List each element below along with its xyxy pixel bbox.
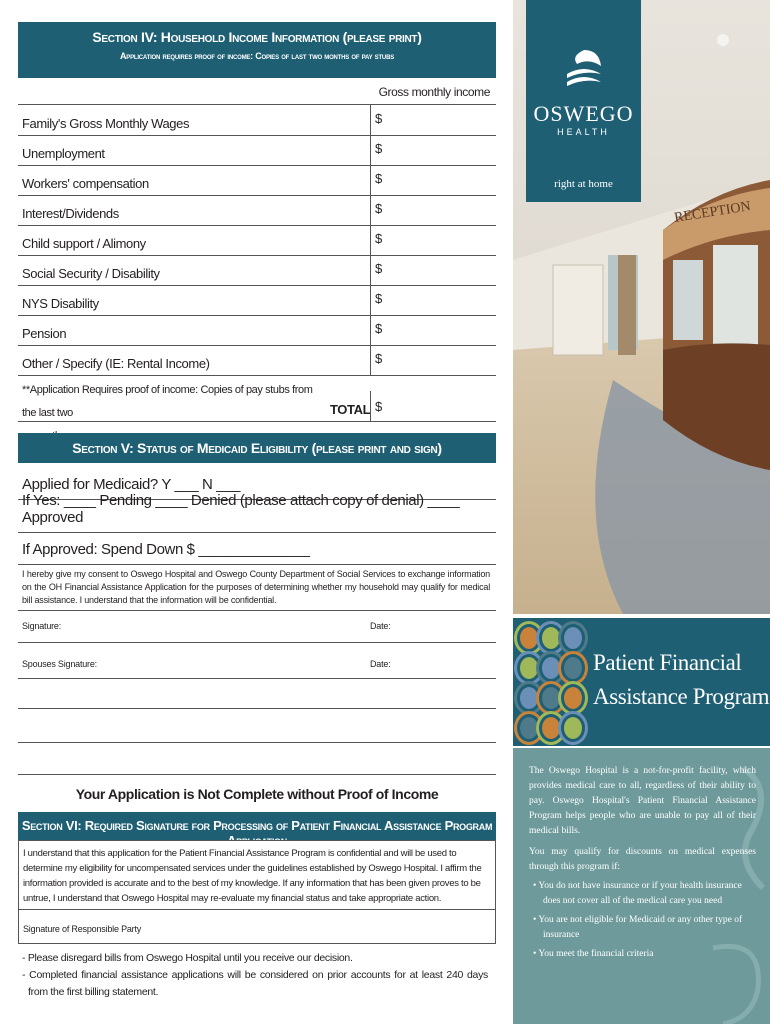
program-title-line2: Assistance Program [593,684,770,709]
income-row [18,345,496,376]
section4-subtitle: Application requires proof of income: Copies of last two months of pay stubs [119,51,395,61]
program-title [593,646,769,714]
oswego-logo [526,0,641,202]
income-note-line1: **Application Requires proof of income: Copies of pay stubs from the last two [22,384,313,419]
program-bullet [529,947,756,962]
wave-logo-icon [559,44,609,94]
bullet-icon: • [533,915,539,925]
signature-row[interactable] [18,610,496,643]
income-amount-field[interactable]: $ [370,225,382,255]
income-row-label: Pension [22,326,67,341]
income-row [18,255,496,286]
income-column-header: Gross monthly income [378,85,490,99]
spouse-signature-label: Spouses Signature: [22,659,97,669]
section4-header [18,22,496,78]
pattern-dot [561,624,585,652]
income-column-header-row [18,78,496,105]
income-row-label: Unemployment [22,146,105,161]
consent-row [18,564,496,611]
income-row-label: NYS Disability [22,296,99,311]
section4-title: Section IV: Household Income Information (please print) [92,29,422,45]
income-row-label: Other / Specify (IE: Rental Income) [22,356,210,371]
incomplete-notice: Your Application is Not Complete without Proof of Income [75,786,439,802]
program-title-panel [513,618,770,746]
medicaid-if-approved[interactable]: If Approved: Spend Down $ ______________ [22,541,310,558]
income-row [18,315,496,346]
income-row-label: Family's Gross Monthly Wages [22,116,190,131]
brand-sub: HEALTH [557,127,610,137]
medicaid-if-approved-row[interactable] [18,532,496,565]
blank-line-1 [18,708,496,709]
reception-sign: RECEPTION [673,199,752,226]
pattern-dot [539,624,563,652]
pattern-dot [539,684,563,712]
responsible-signature-row[interactable] [18,910,496,944]
program-intro: The Oswego Hospital is a not-for-profit facility, which provides medical care to all, regardless of their ability to pay. Oswego Hospital's Patient Financial Assistance Program helps people who are unable to pay all of their medical bills. [529,766,756,836]
total-label: TOTAL [330,402,371,417]
program-bullet [529,879,756,909]
income-amount-field[interactable]: $ [370,105,382,135]
total-amount-field[interactable]: $ [370,391,382,421]
section6-text: I understand that this application for the Patient Financial Assistance Program is confidential and will be used to determine my eligibility for uncompensated services under the guidelines established by Oswego Hospital. I affirm the information provided is accurate and to the best of my knowledge. If any information that has been given proves to be untrue, I understand that Oswego Hospital may re-evaluate my financial status and take appropriate action. [23,848,482,904]
pattern-dot [539,714,563,742]
program-info-panel [513,748,770,1024]
reception-photo [513,0,770,614]
income-row [18,285,496,316]
consent-text: I hereby give my consent to Oswego Hospital and Oswego County Department of Social Services to exchange information on the OH Financial Assistance Application for the purposes of determining whether my household may qualify for medical bill assistance. I understand that the information will be confidential. [22,569,490,605]
income-amount-field[interactable]: $ [370,255,382,285]
income-row-label: Social Security / Disability [22,266,160,281]
income-amount-field[interactable]: $ [370,195,382,225]
income-row [18,135,496,166]
income-amount-field[interactable]: $ [370,285,382,315]
income-amount-field[interactable]: $ [370,165,382,195]
income-amount-field[interactable]: $ [370,315,382,345]
program-bullet-text: You are not eligible for Medicaid or any other type of insurance [538,915,743,940]
income-row [18,225,496,256]
date-label-1: Date: [370,621,391,631]
spouse-signature-row[interactable] [18,642,496,679]
medicaid-if-yes[interactable]: If Yes: ____ Pending ____ Denied (please attach copy of denial) ____ Approved [22,492,460,526]
brochure-cover [513,0,770,1024]
program-bullet [529,913,756,943]
income-row-label: Child support / Alimony [22,236,146,251]
program-bullet-text: You do not have insurance or if your health insurance does not cover all of the medical care you need [538,881,742,906]
pattern-dot [517,624,541,652]
pattern-dot [561,684,585,712]
income-amount-field[interactable]: $ [370,345,382,375]
section5-header [18,433,496,463]
program-title-line1: Patient Financial [593,650,742,675]
signature-label: Signature: [22,621,62,631]
blank-line-2 [18,742,496,743]
program-bullet-text: You meet the financial criteria [538,949,654,959]
pattern-dot [561,714,585,742]
income-total-row [18,375,496,422]
income-row [18,105,496,136]
blank-line-3 [18,774,496,775]
section6-header [18,812,496,848]
income-row [18,195,496,226]
income-amount-field[interactable]: $ [370,135,382,165]
income-row [18,165,496,196]
medicaid-applied[interactable]: Applied for Medicaid? Y ___ N ___ [22,476,241,493]
pattern-dot [539,654,563,682]
bullet-icon: • [533,881,539,891]
pattern-dot [561,654,585,682]
section5-title: Section V: Status of Medicaid Eligibility (please print and sign) [72,440,442,456]
medicaid-if-yes-row[interactable] [18,492,496,533]
section6-box [18,840,496,910]
income-row-label: Interest/Dividends [22,206,119,221]
responsible-signature-label: Signature of Responsible Party [23,924,142,934]
tagline: right at home [554,178,613,190]
section6-title: Section VI: Required Signature for Processing of Patient Financial Assistance Program Application [21,818,493,848]
pattern-dot [517,684,541,712]
instruction-2: - Completed financial assistance applications will be considered on prior accounts for at least 240 days from the first billing statement. [22,969,488,998]
pattern-dot [517,654,541,682]
income-row-label: Workers' compensation [22,176,149,191]
date-label-2: Date: [370,659,391,669]
program-qualify: You may qualify for discounts on medical expenses through this program if: [529,847,756,872]
bullet-icon: • [533,949,539,959]
pattern-dot [517,714,541,742]
program-bullets [529,879,756,962]
brand-name: OSWEGO [533,101,634,126]
instruction-1: - Please disregard bills from Oswego Hospital until you receive our decision. [22,952,353,964]
instructions [22,950,488,1001]
